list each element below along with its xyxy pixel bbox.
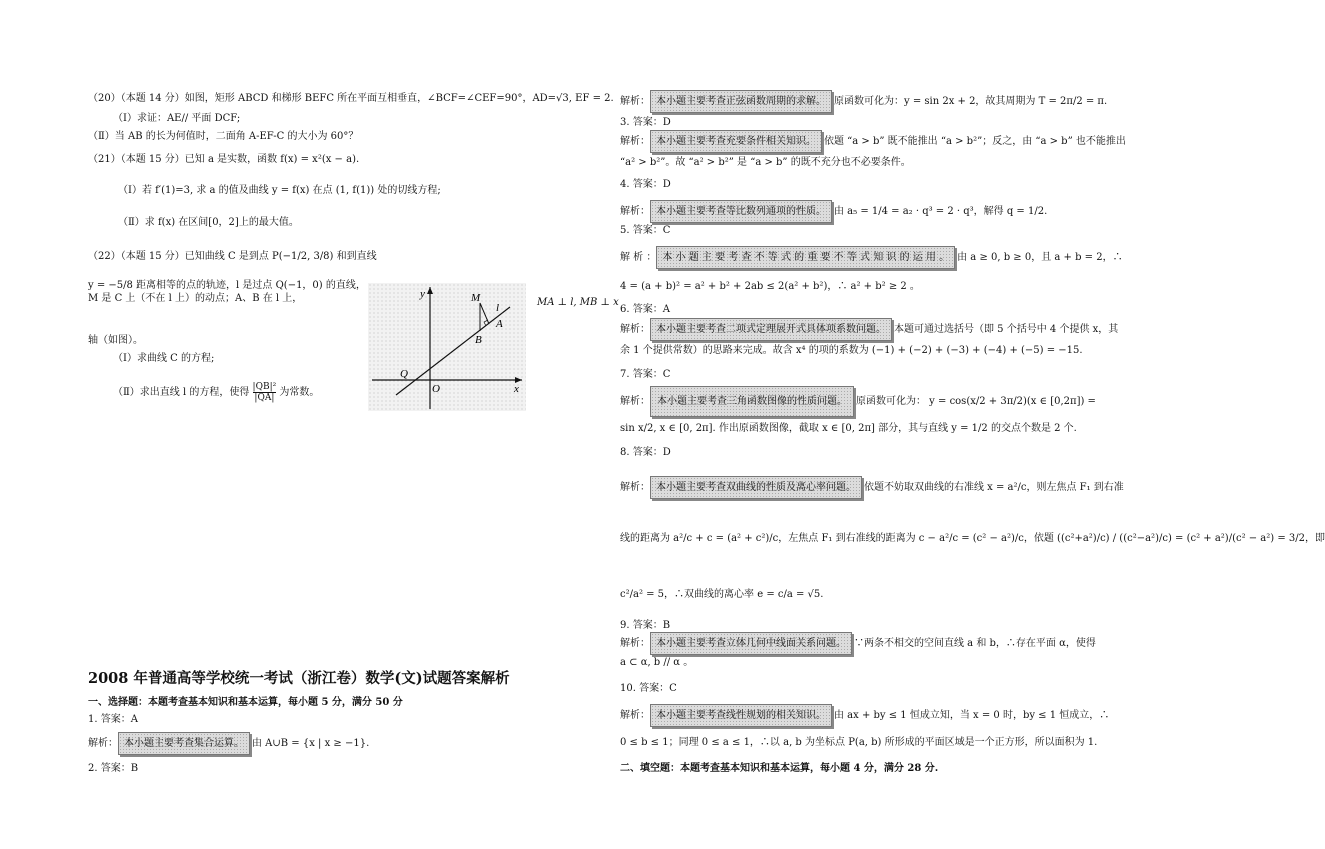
answer-10: 10. 答案：C (620, 683, 677, 694)
analysis-3-text: 依题 “a > b” 既不能推出 “a > b²”；反之，由 “a > b” 也不能推出 (824, 136, 1126, 147)
analysis-8-line2: 线的距离为 a²/c + c = (a² + c²)/c，左焦点 F₁ 到右准线的距离为 c − a²/c = (c² − a²)/c，依题 ((c²+a²)/c) / ((c²−a²)/c) = (c² + a²)/(c² − a²) = 3/2，即 (620, 533, 1325, 544)
point-q-label: Q (400, 368, 408, 380)
q22-part1: （Ⅰ）求曲线 C 的方程; (113, 353, 215, 364)
q22-stem-line4: 轴（如图）。 (88, 335, 143, 346)
point-a-label: A (496, 318, 503, 330)
analysis-5-box: 本 小 题 主 要 考 查 不 等 式 的 重 要 不 等 式 知 识 的 运 用 。 (656, 246, 955, 269)
analysis-8-text: 依题不妨取双曲线的右准线 x = a²/c，则左焦点 F₁ 到右准 (864, 482, 1124, 493)
x-label: x (514, 383, 519, 395)
answer-3: 3. 答案：D (620, 117, 671, 128)
figure-svg (368, 283, 526, 411)
y-label: y (420, 288, 425, 300)
answer-2: 2. 答案：B (88, 763, 139, 774)
analysis-3-line2: “a² > b²”。故 “a² > b²” 是 “a > b” 的既不充分也不必要条件。 (620, 157, 911, 168)
q20-part2: （Ⅱ）当 AB 的长为何值时，二面角 A-EF-C 的大小为 60°？ (88, 131, 359, 142)
q22-perp-condition: MA ⊥ l, MB ⊥ x (537, 297, 619, 308)
segment-ma (480, 303, 489, 324)
analysis-7 (620, 386, 1096, 417)
q20-part1: （Ⅰ）求证：AE// 平面 DCF; (113, 113, 241, 124)
analysis-1-text: 由 A∪B = {x | x ≥ −1}. (252, 738, 370, 749)
analysis-9-text: ∵两条不相交的空间直线 a 和 b，∴存在平面 α，使得 (854, 638, 1096, 649)
analysis-10-text: 由 ax + by ≤ 1 恒成立知，当 x = 0 时，by ≤ 1 恒成立，∴ (834, 710, 1110, 721)
analysis-label: 解析： (88, 738, 118, 749)
section2-heading: 二、填空题：本题考查基本知识和基本运算，每小题 4 分，满分 28 分. (620, 763, 939, 774)
analysis-3 (620, 130, 1126, 153)
fraction-denominator: |QA| (254, 393, 275, 403)
q22-stem-line2: y = −5/8 距离相等的点的轨迹，l 是过点 Q(−1，0) 的直线， (88, 280, 366, 291)
analysis-8-box: 本小题主要考查双曲线的性质及离心率问题。 (650, 476, 862, 499)
analysis-9 (620, 632, 1096, 655)
analysis-label: 解析： (620, 96, 650, 107)
analysis-4-box: 本小题主要考查等比数列通项的性质。 (650, 200, 832, 223)
y-axis-arrow (427, 287, 433, 294)
q21-stem: （21）（本题 15 分）已知 a 是实数，函数 f(x) = x²(x − a). (88, 154, 360, 165)
q22-stem: （22）（本题 15 分）已知曲线 C 是到点 P(−1/2, 3/8) 和到直线 (88, 251, 377, 262)
analysis-2-text: 原函数可化为：y = sin 2x + 2，故其周期为 T = 2π/2 = π. (834, 96, 1108, 107)
analysis-8-line3: c²/a² = 5，∴双曲线的离心率 e = c/a = √5. (620, 589, 824, 600)
answer-7: 7. 答案：C (620, 369, 671, 380)
analysis-label: 解析： (620, 638, 650, 649)
q20-stem: （20）（本题 14 分）如图，矩形 ABCD 和梯形 BEFC 所在平面互相垂直，∠BCF=∠CEF=90°，AD=√3, EF = 2. (88, 93, 614, 104)
analysis-6 (620, 318, 1118, 341)
analysis-7-box: 本小题主要考查三角函数图像的性质问题。 (650, 386, 854, 417)
analysis-1-box: 本小题主要考查集合运算。 (118, 732, 250, 755)
analysis-10-line2: 0 ≤ b ≤ 1；同理 0 ≤ a ≤ 1，∴以 a, b 为坐标点 P(a, b) 所形成的平面区域是一个正方形，所以面积为 1. (620, 737, 1098, 748)
point-m-label: M (471, 292, 481, 304)
analysis-6-box: 本小题主要考查二项式定理展开式具体项系数问题。 (650, 318, 892, 341)
origin-label: O (432, 383, 440, 395)
analysis-10-box: 本小题主要考查线性规划的相关知识。 (650, 704, 832, 727)
analysis-5-text: 由 a ≥ 0, b ≥ 0，且 a + b = 2，∴ (957, 252, 1123, 263)
analysis-6-text: 本题可通过选括号（即 5 个括号中 4 个提供 x，其 (894, 324, 1119, 335)
q22-part2 (113, 382, 319, 403)
analysis-4-text: 由 a₅ = 1/4 = a₂ · q³ = 2 · q³，解得 q = 1/2. (834, 206, 1048, 217)
answer-4: 4. 答案：D (620, 179, 671, 190)
answer-8: 8. 答案：D (620, 447, 671, 458)
analysis-label: 解 析 ： (620, 252, 657, 263)
analysis-7-line2: sin x/2, x ∈ [0, 2π]. 作出原函数图像，截取 x ∈ [0, 2π] 部分，其与直线 y = 1/2 的交点个数是 2 个. (620, 423, 1077, 434)
analysis-5-line2: 4 = (a + b)² = a² + b² + 2ab ≤ 2(a² + b²)，∴ a² + b² ≥ 2 。 (620, 281, 920, 292)
page-title: 2008 年普通高等学校统一考试（浙江卷）数学(文)试题答案解析 (88, 670, 510, 687)
answer-1: 1. 答案：A (88, 714, 138, 725)
q21-part1: （Ⅰ）若 f′(1)=3, 求 a 的值及曲线 y = f(x) 在点 (1, f(1)) 处的切线方程; (118, 185, 441, 196)
line-l-label: l (496, 302, 500, 314)
section1-heading: 一、选择题：本题考查基本知识和基本运算，每小题 5 分，满分 50 分 (88, 697, 403, 708)
analysis-label: 解析： (620, 206, 650, 217)
analysis-2 (620, 90, 1107, 113)
line-l (396, 307, 510, 395)
analysis-label: 解析： (620, 136, 650, 147)
analysis-6-line2: 余 1 个提供常数）的思路来完成。故含 x⁴ 的项的系数为 (−1) + (−2) + (−3) + (−4) + (−5) = −15. (620, 345, 1083, 356)
answer-5: 5. 答案：C (620, 225, 671, 236)
analysis-2-box: 本小题主要考查正弦函数周期的求解。 (650, 90, 832, 113)
analysis-5 (620, 246, 1123, 269)
qb-qa-fraction (253, 382, 277, 403)
analysis-1 (88, 732, 369, 755)
analysis-7-text: 原函数可化为： y = cos(x/2 + 3π/2)(x ∈ [0,2π]) = (856, 396, 1096, 407)
answer-9: 9. 答案：B (620, 620, 671, 631)
analysis-label: 解析： (620, 710, 650, 721)
q22-part2-text: （Ⅱ）求出直线 l 的方程，使得 (113, 387, 250, 398)
answer-6: 6. 答案：A (620, 304, 670, 315)
q22-part2-tail: 为常数。 (279, 387, 320, 398)
analysis-8 (620, 476, 1124, 499)
analysis-10 (620, 704, 1109, 727)
analysis-9-box: 本小题主要考查立体几何中线面关系问题。 (650, 632, 852, 655)
coordinate-figure (368, 283, 526, 411)
q21-part2: （Ⅱ）求 f(x) 在区间[0，2]上的最大值。 (118, 217, 299, 228)
analysis-label: 解析： (620, 482, 650, 493)
analysis-9-line2: a ⊂ α, b // α 。 (620, 657, 694, 668)
point-b-label: B (475, 334, 482, 346)
analysis-3-box: 本小题主要考查充要条件相关知识。 (650, 130, 822, 153)
fraction-numerator: |QB|² (252, 382, 277, 392)
analysis-4 (620, 200, 1047, 223)
q22-stem-line3: M 是 C 上（不在 l 上）的动点；A、B 在 l 上， (88, 293, 303, 304)
analysis-label: 解析： (620, 396, 650, 407)
analysis-label: 解析： (620, 324, 650, 335)
